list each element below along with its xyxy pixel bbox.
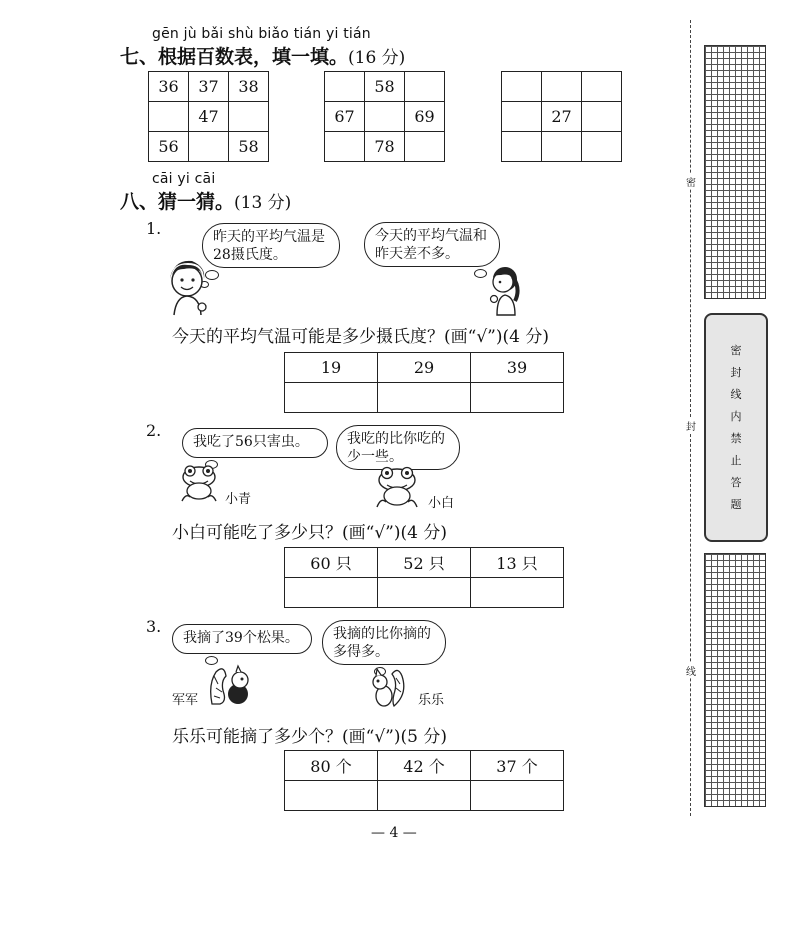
page-number: — 4 — [371, 825, 417, 841]
writing-grid-bottom [704, 553, 766, 807]
q1-number: 1. [146, 219, 162, 238]
section8-heading [120, 187, 291, 214]
grid-cell: 36 [149, 72, 189, 102]
notice-char: 内 [730, 409, 742, 423]
q1-check-cell[interactable] [378, 383, 471, 413]
grid-cell-blank[interactable] [582, 102, 622, 132]
grid-cell-blank[interactable] [582, 132, 622, 162]
notice-char: 封 [730, 365, 742, 379]
q1-answer-table [284, 352, 564, 413]
grid-cell: 67 [325, 102, 365, 132]
q2-name-left: 小青 [225, 492, 252, 507]
grid-cell-blank[interactable] [542, 132, 582, 162]
grid-cell: 27 [542, 102, 582, 132]
q3-check-cell[interactable] [378, 781, 471, 811]
notice-char: 止 [730, 453, 742, 467]
grid-cell-blank[interactable] [502, 132, 542, 162]
q1-option: 29 [378, 353, 471, 383]
grid-cell: 37 [189, 72, 229, 102]
grid-cell-blank[interactable] [189, 132, 229, 162]
q2-check-cell[interactable] [378, 578, 471, 608]
section8-pinyin: cāi yi cāi [152, 171, 216, 187]
no-answer-notice [704, 313, 768, 542]
q2-option: 13 只 [471, 548, 564, 578]
q3-answer-table [284, 750, 564, 811]
squirrel-lele-illustration [368, 664, 408, 710]
notice-char: 禁 [730, 431, 742, 445]
q1-question: 今天的平均气温可能是多少摄氏度？(画“√”)(4 分) [172, 327, 549, 347]
frog-xiaobai-illustration [371, 465, 423, 509]
q3-speech-bubble-left: 我摘了39个松果。 [172, 624, 312, 654]
writing-grid-top [704, 45, 766, 299]
notice-char: 密 [730, 343, 742, 357]
grid-cell: 38 [229, 72, 269, 102]
hundred-grid-2 [324, 71, 445, 162]
section7-pinyin: gēn jù bǎi shù biǎo tián yi tián [152, 26, 371, 42]
q3-check-cell[interactable] [285, 781, 378, 811]
q3-option: 42 个 [378, 751, 471, 781]
grid-cell-blank[interactable] [542, 72, 582, 102]
q2-answer-table [284, 547, 564, 608]
grid-cell-blank[interactable] [325, 72, 365, 102]
q1-option: 39 [471, 353, 564, 383]
grid-cell-blank[interactable] [365, 102, 405, 132]
grid-cell: 78 [365, 132, 405, 162]
grid-cell-blank[interactable] [502, 102, 542, 132]
q3-speech-bubble-right: 我摘的比你摘的多得多。 [322, 620, 446, 665]
grid-cell: 69 [405, 102, 445, 132]
q2-check-cell[interactable] [471, 578, 564, 608]
notice-char: 线 [730, 387, 742, 401]
grid-cell-blank[interactable] [149, 102, 189, 132]
hundred-grid-3 [501, 71, 622, 162]
grid-cell-blank[interactable] [325, 132, 365, 162]
section7-heading [120, 42, 405, 69]
section8-score: (13 分) [234, 193, 292, 213]
q3-option: 80 个 [285, 751, 378, 781]
frog-xiaoqing-illustration [176, 463, 222, 503]
grid-cell-blank[interactable] [405, 132, 445, 162]
section7-score: (16 分) [348, 48, 406, 68]
section8-title: 八、猜一猜。 [120, 191, 235, 213]
seal-mark: 线 [686, 663, 696, 678]
q2-check-cell[interactable] [285, 578, 378, 608]
grid-cell-blank[interactable] [229, 102, 269, 132]
q2-question: 小白可能吃了多少只？(画“√”)(4 分) [172, 523, 447, 543]
q3-name-right: 乐乐 [418, 693, 445, 708]
q1-speech-bubble-left: 昨天的平均气温是28摄氏度。 [202, 223, 340, 268]
grid-cell-blank[interactable] [405, 72, 445, 102]
q1-speech-bubble-right: 今天的平均气温和昨天差不多。 [364, 222, 500, 267]
grid-cell: 58 [365, 72, 405, 102]
q3-question: 乐乐可能摘了多少个？(画“√”)(5 分) [172, 727, 447, 747]
q3-number: 3. [146, 617, 162, 636]
grid-cell-blank[interactable] [582, 72, 622, 102]
seal-mark: 封 [686, 418, 696, 433]
q2-number: 2. [146, 421, 162, 440]
grid-cell-blank[interactable] [502, 72, 542, 102]
q3-name-left: 军军 [172, 693, 199, 708]
q2-option: 60 只 [285, 548, 378, 578]
seal-mark: 密 [686, 174, 696, 189]
section7-title: 七、根据百数表，填一填。 [120, 46, 349, 68]
q2-speech-bubble-right: 我吃的比你吃的少一些。 [336, 425, 460, 470]
boy-illustration [162, 257, 212, 317]
grid-cell: 58 [229, 132, 269, 162]
notice-char: 题 [730, 497, 742, 511]
grid-cell: 47 [189, 102, 229, 132]
q2-name-right: 小白 [428, 496, 455, 511]
q3-option: 37 个 [471, 751, 564, 781]
girl-illustration [483, 263, 523, 317]
squirrel-junjun-illustration [208, 664, 252, 706]
q2-option: 52 只 [378, 548, 471, 578]
q2-speech-bubble-left: 我吃了56只害虫。 [182, 428, 328, 458]
q1-option: 19 [285, 353, 378, 383]
hundred-grid-1 [148, 71, 269, 162]
q1-check-cell[interactable] [471, 383, 564, 413]
grid-cell: 56 [149, 132, 189, 162]
notice-char: 答 [730, 475, 742, 489]
q3-check-cell[interactable] [471, 781, 564, 811]
q1-check-cell[interactable] [285, 383, 378, 413]
